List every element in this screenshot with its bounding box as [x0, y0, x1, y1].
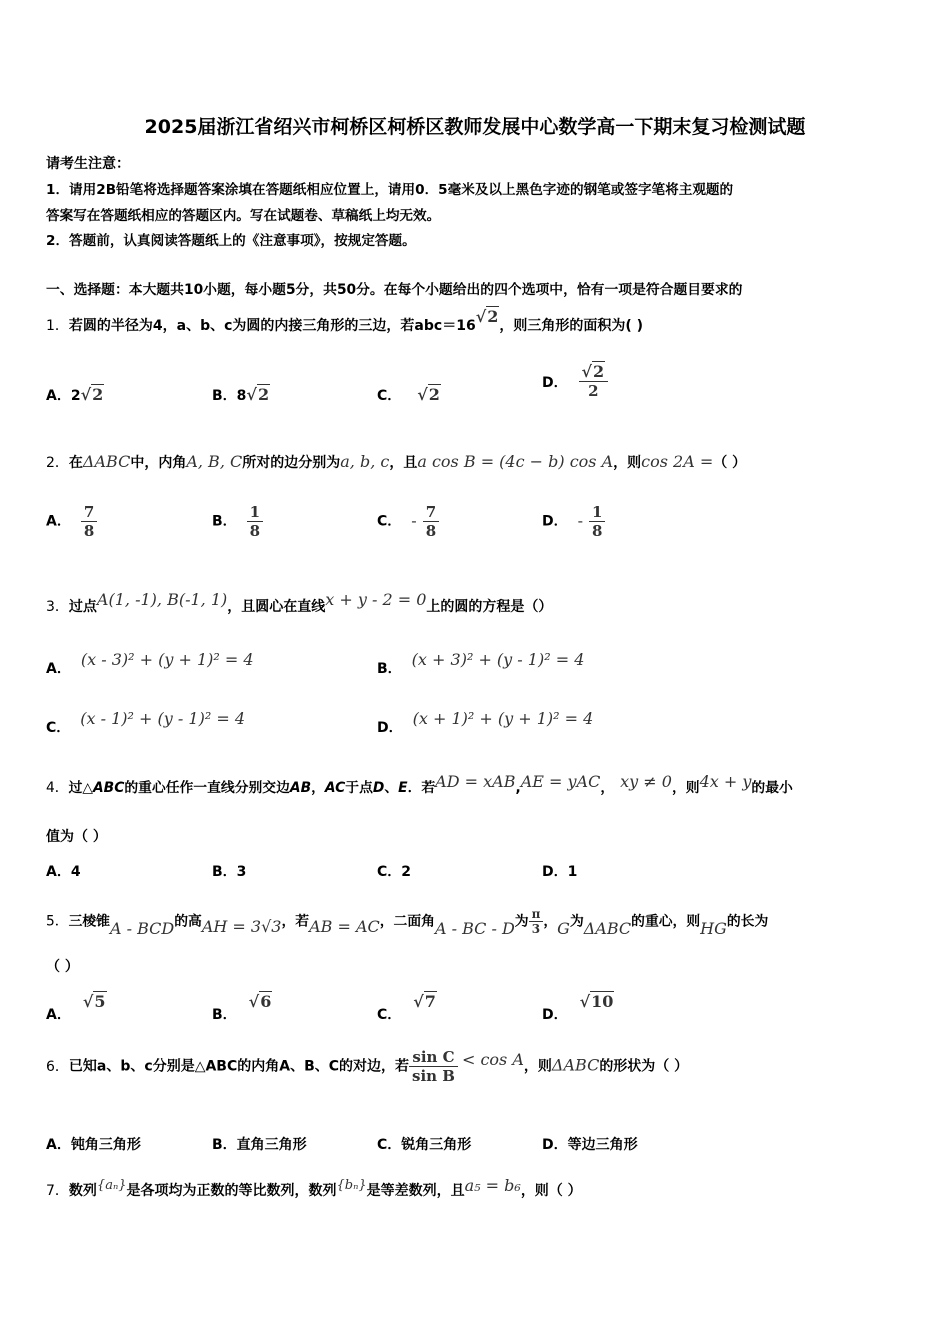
option-4a[interactable]: A．4: [46, 864, 81, 880]
option-4c[interactable]: C．2: [377, 864, 412, 880]
option-1a[interactable]: A．2√2: [46, 385, 104, 404]
option-5a[interactable]: A．√5: [46, 992, 106, 1023]
question-5: 5．三棱锥A - BCD的高AH = 3√3，若AB = AC，二面角A - BC - D为 $\frac{\pi}{3}$ ，G为ΔABC的重心，则HG的长为: [46, 907, 769, 938]
option-3c[interactable]: C． (x - 1)² + (y - 1)² = 4: [46, 709, 245, 736]
option-3b[interactable]: B． (x + 3)² + (y - 1)² = 4: [377, 650, 585, 677]
question-4: 4．过△ABC的重心任作一直线分别交边AB，AC于点D、E．若AD = xAB,AE = yAC， xy ≠ 0，则4x + y的最小: [46, 772, 793, 796]
option-1c[interactable]: C． √2: [377, 385, 440, 404]
question-7: 7．数列{aₙ}是各项均为正数的等比数列，数列{bₙ}是等差数列，且a₅ = b₆，则（ ）: [46, 1176, 582, 1199]
option-1d[interactable]: D． $\frac{√2}{2}$: [542, 362, 608, 400]
option-2d[interactable]: D． - $\frac{1}{8}$: [542, 503, 605, 540]
option-6a[interactable]: A．钝角三角形: [46, 1137, 141, 1153]
option-5d[interactable]: D．√10: [542, 992, 614, 1023]
question-4-continued: 值为（ ）: [46, 829, 107, 845]
option-2b[interactable]: B． $\frac{1}{8}$: [212, 503, 263, 540]
notice-line-2: 2．答题前，认真阅读答题纸上的《注意事项》，按规定答题。: [46, 233, 416, 249]
option-3a[interactable]: A． (x - 3)² + (y + 1)² = 4: [46, 650, 254, 677]
option-6c[interactable]: C．锐角三角形: [377, 1137, 472, 1153]
option-2c[interactable]: C． - $\frac{7}{8}$: [377, 503, 439, 540]
option-6d[interactable]: D．等边三角形: [542, 1137, 638, 1153]
question-3: 3．过点A(1, -1), B(-1, 1)，且圆心在直线x + y - 2 = 0上的圆的方程是（）: [46, 590, 553, 615]
question-2: 2．在ΔABC中，内角A, B, C所对的边分别为a, b, c，且a cos B = (4c − b) cos A，则cos 2A =（ ）: [46, 452, 747, 471]
page-title: 2025届浙江省绍兴市柯桥区柯桥区教师发展中心数学高一下期末复习检测试题: [144, 116, 806, 138]
question-1: [46, 307, 644, 335]
notice-line-1a: 1．请用2B铅笔将选择题答案涂填在答题纸相应位置上，请用0．5毫米及以上黑色字迹的钢笔或签字笔将主观题的: [46, 182, 734, 198]
option-5b[interactable]: B．√6: [212, 992, 272, 1023]
option-4d[interactable]: D．1: [542, 864, 578, 880]
option-2a[interactable]: A． $\frac{7}{8}$: [46, 503, 97, 540]
option-5c[interactable]: C．√7: [377, 992, 436, 1023]
notice-heading: 请考生注意：: [46, 156, 130, 172]
question-number: 1．: [46, 318, 69, 334]
option-1b[interactable]: B．8√2: [212, 385, 270, 404]
question-5-continued: （ ）: [46, 959, 79, 975]
sqrt-expression: √2: [475, 307, 499, 326]
option-4b[interactable]: B．3: [212, 864, 247, 880]
section-heading: 一、选择题：本大题共10小题，每小题5分，共50分。在每个小题给出的四个选项中，恰有一项是符合题目要求的: [46, 282, 743, 298]
question-text: 若圆的半径为4，a、b、c为圆的内接三角形的三边，若abc＝16: [68, 318, 476, 334]
question-6: 6．已知a、b、c分别是△ABC的内角A、B、C的对边，若 $\frac{\text{sin C}}{\text{sin B}}$ < cos A，则ΔABC的形状为（ ）: [46, 1048, 689, 1085]
notice-line-1b: 答案写在答题纸相应的答题区内。写在试题卷、草稿纸上均无效。: [46, 208, 441, 224]
question-text: ，则三角形的面积为( ): [499, 318, 644, 334]
option-3d[interactable]: D． (x + 1)² + (y + 1)² = 4: [377, 709, 594, 736]
option-6b[interactable]: B．直角三角形: [212, 1137, 307, 1153]
